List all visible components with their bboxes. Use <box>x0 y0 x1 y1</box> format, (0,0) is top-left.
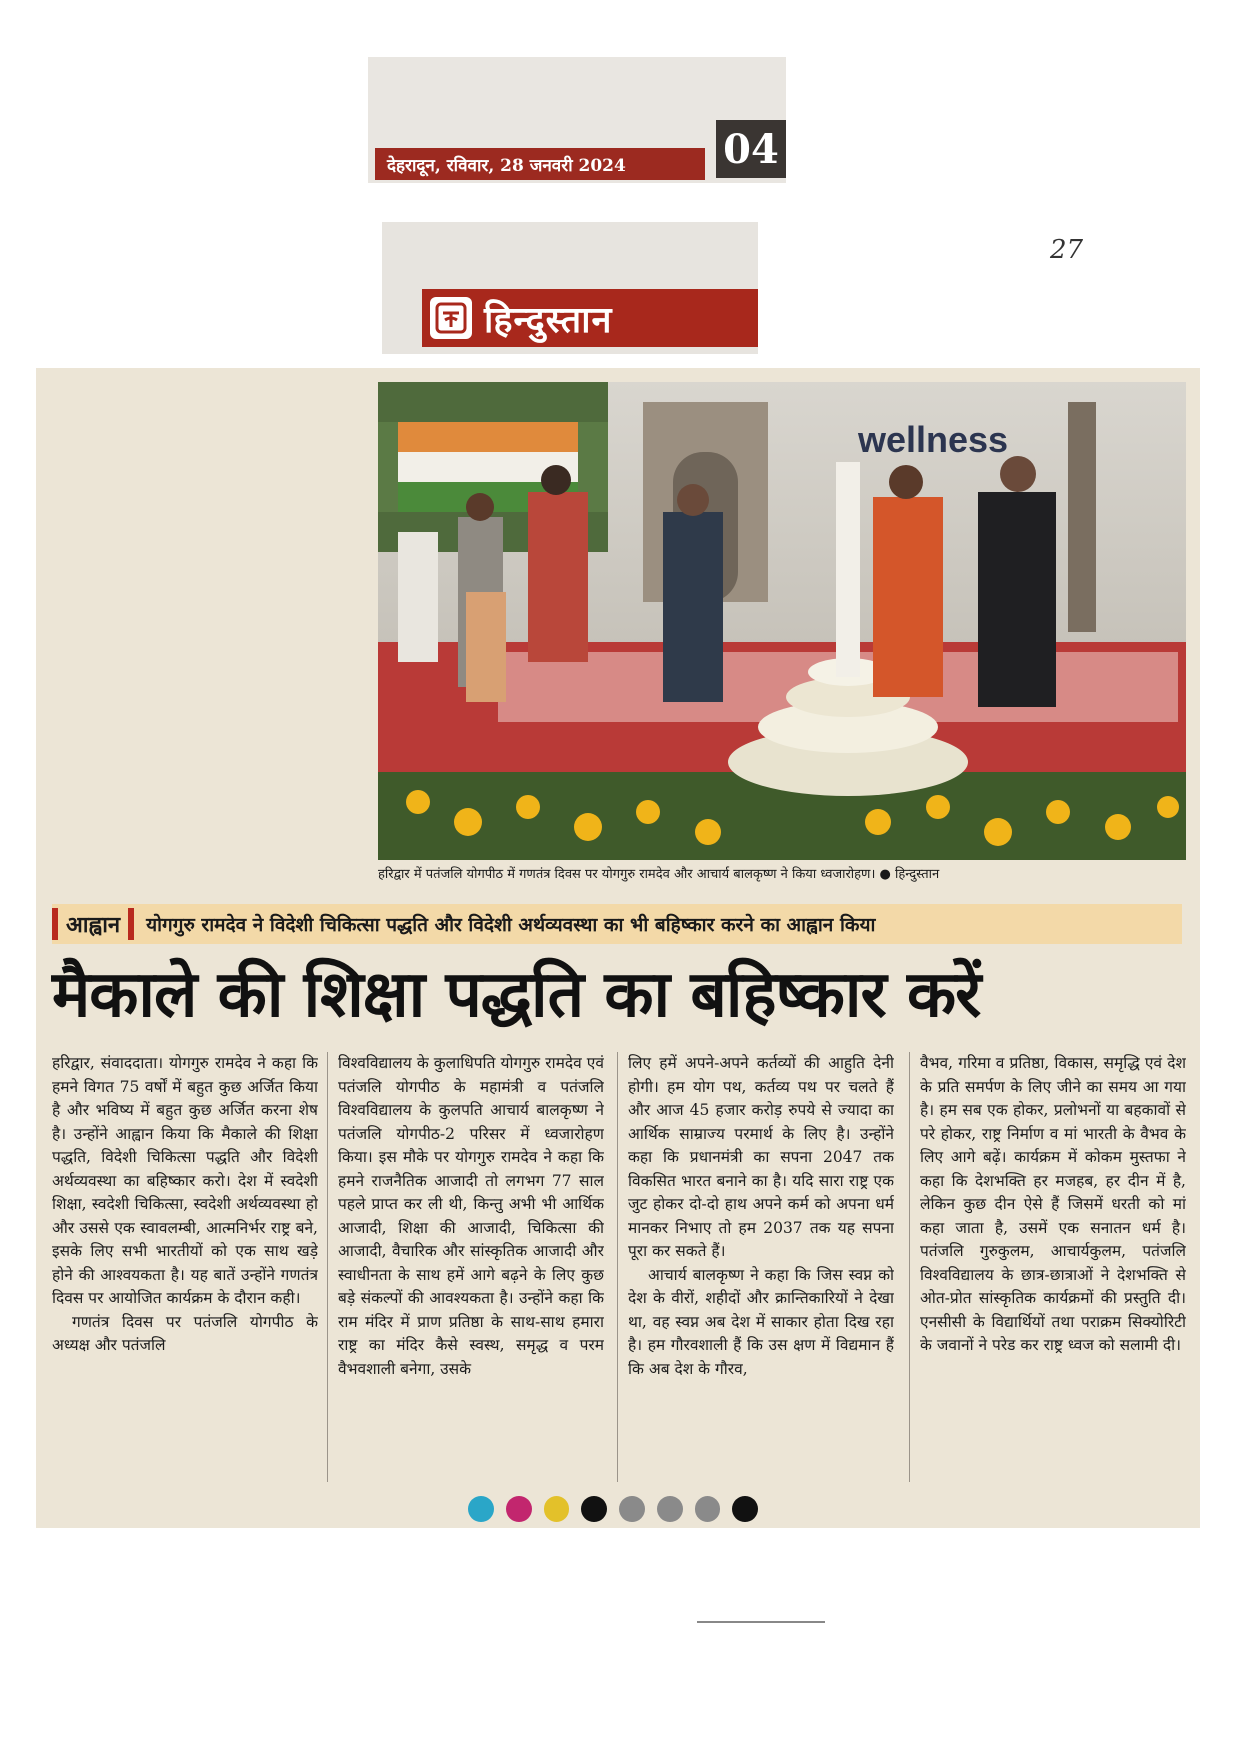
tag-accent-bar <box>128 908 134 940</box>
date-line: देहरादून, रविवार, 28 जनवरी 2024 <box>375 148 705 180</box>
registration-dot <box>732 1496 758 1522</box>
page-number: 04 <box>716 120 786 178</box>
handwritten-page-number: 27 <box>1050 235 1084 265</box>
newspaper-name: हिन्दुस्तान <box>484 298 613 341</box>
column-rule <box>327 1052 328 1482</box>
paragraph: गणतंत्र दिवस पर पतंजलि योगपीठ के अध्यक्ष और पतंजलि <box>52 1312 318 1354</box>
article-column-3 <box>628 1052 894 1482</box>
column-rule <box>617 1052 618 1482</box>
paragraph: विश्वविद्यालय के कुलाधिपति योगगुरु रामदेव एवं पतंजलि योगपीठ के महामंत्री व पतंजलि विश्वविद्यालय के कुलपति आचार्य बालकृष्ण ने पतंजलि योगपीठ-2 परिसर में ध्वजारोहण किया। इस मौके पर योगगुरु रामदेव ने कहा कि हमने राजनैतिक आजादी तो लगभग 77 साल पहले प्राप्त कर ली थी, किन्तु अभी भी आर्थिक आजादी, शिक्षा की आजादी, चिकित्सा की आजादी, वैचारिक और सांस्कृतिक आजादी और स्वाधीनता के साथ हमें आगे बढ़ने के लिए कुछ बड़े संकल्पों की आवश्यकता है। उन्होंने कहा कि राम मंदिर में प्राण प्रतिष्ठा के साथ-साथ हमारा राष्ट्र का मंदिर कैसे स्वस्थ, समृद्ध व परम वैभवशाली बनेगा, उसके <box>338 1054 604 1378</box>
tag-row <box>52 904 1182 944</box>
subheadline: योगगुरु रामदेव ने विदेशी चिकित्सा पद्धति और विदेशी अर्थव्यवस्था का भी बहिष्कार करने का आह्वान किया <box>146 914 876 936</box>
column-rule <box>909 1052 910 1482</box>
registration-dot <box>506 1496 532 1522</box>
registration-dot <box>544 1496 570 1522</box>
registration-dot <box>695 1496 721 1522</box>
registration-dot <box>581 1496 607 1522</box>
masthead <box>422 289 758 347</box>
article-column-4 <box>920 1052 1186 1482</box>
article-column-1 <box>52 1052 318 1482</box>
paragraph: हरिद्वार, संवाददाता। योगगुरु रामदेव ने कहा कि हमने विगत 75 वर्षों में बहुत कुछ अर्जित किया है और भविष्य में बहुत कुछ अर्जित करना शेष है। उन्होंने आह्वान किया कि मैकाले की शिक्षा पद्धति, विदेशी चिकित्सा पद्धति और विदेशी अर्थव्यवस्था का बहिष्कार करो। देश में स्वदेशी शिक्षा, स्वदेशी चिकित्सा, स्वदेशी अर्थव्यवस्था हो और उससे एक स्वावलम्बी, आत्मनिर्भर राष्ट्र बने, इसके लिए सभी भारतीयों को एक साथ खड़े होने की आश्वयकता है। यह बातें उन्होंने गणतंत्र दिवस पर आयोजित कार्यक्रम के दौरान कही। <box>52 1054 318 1307</box>
section-tag: आह्वान <box>66 913 121 938</box>
paragraph: आचार्य बालकृष्ण ने कहा कि जिस स्वप्न को देश के वीरों, शहीदों और क्रान्तिकारियों ने देखा था, वह स्वप्न अब देश में साकार होता दिख रहा है। हम गौरवशाली हैं कि उस क्षण में विद्यमान हैं कि अब देश के गौरव, <box>628 1265 894 1378</box>
registration-dot <box>468 1496 494 1522</box>
event-photograph <box>378 382 1186 860</box>
scan-mark <box>697 1621 825 1623</box>
paragraph: वैभव, गरिमा व प्रतिष्ठा, विकास, समृद्धि एवं देश के प्रति समर्पण के लिए जीने का समय आ गया है। हम सब एक होकर, प्रलोभनों या बहकावों से परे होकर, राष्ट्र निर्माण व मां भारती के वैभव के लिए आगे बढ़ें। कार्यक्रम में कोकम मुस्तफा ने कहा कि देशभक्ति हर मजहब, हर दीन में है, लेकिन कुछ दीन ऐसे हैं जिसमें धरती को मां कहा जाता है, उसमें एक सनातन धर्म है। पतंजलि गुरुकुलम, आचार्यकुलम, पतंजलि विश्वविद्यालय के छात्र-छात्राओं ने देशभक्ति से ओत-प्रोत सांस्कृतिक कार्यक्रमों की प्रस्तुति दी। एनसीसी के विद्यार्थियों तथा पराक्रम सिक्योरिटी के जवानों ने परेड कर राष्ट्र ध्वज को सलामी दी। <box>920 1054 1186 1354</box>
paragraph: लिए हमें अपने-अपने कर्तव्यों की आहुति देनी होगी। हम योग पथ, कर्तव्य पथ पर चलते हैं और आज 45 हजार करोड़ रुपये से ज्यादा का आर्थिक साम्राज्य परमार्थ के लिए है। उन्होंने कहा कि प्रधानमंत्री का सपना 2047 तक विकसित भारत बनाने का है। यदि सारा राष्ट्र एक जुट होकर दो-दो हाथ अपने कर्म को अपना धर्म मानकर निभाए तो हम 2037 तक यह सपना पूरा कर सकते हैं। <box>628 1054 894 1260</box>
registration-marks <box>468 1496 758 1522</box>
registration-dot <box>619 1496 645 1522</box>
hindustan-logo-icon <box>430 297 472 339</box>
registration-dot <box>657 1496 683 1522</box>
photo-caption: हरिद्वार में पतंजलि योगपीठ में गणतंत्र दिवस पर योगगुरु रामदेव और आचार्य बालकृष्ण ने किया ध्वजारोहण। ● हिन्दुस्तान <box>378 867 940 882</box>
article-column-2 <box>338 1052 604 1482</box>
headline: मैकाले की शिक्षा पद्धति का बहिष्कार करें <box>52 957 981 1032</box>
wellness-banner-text: wellness <box>858 419 1009 460</box>
